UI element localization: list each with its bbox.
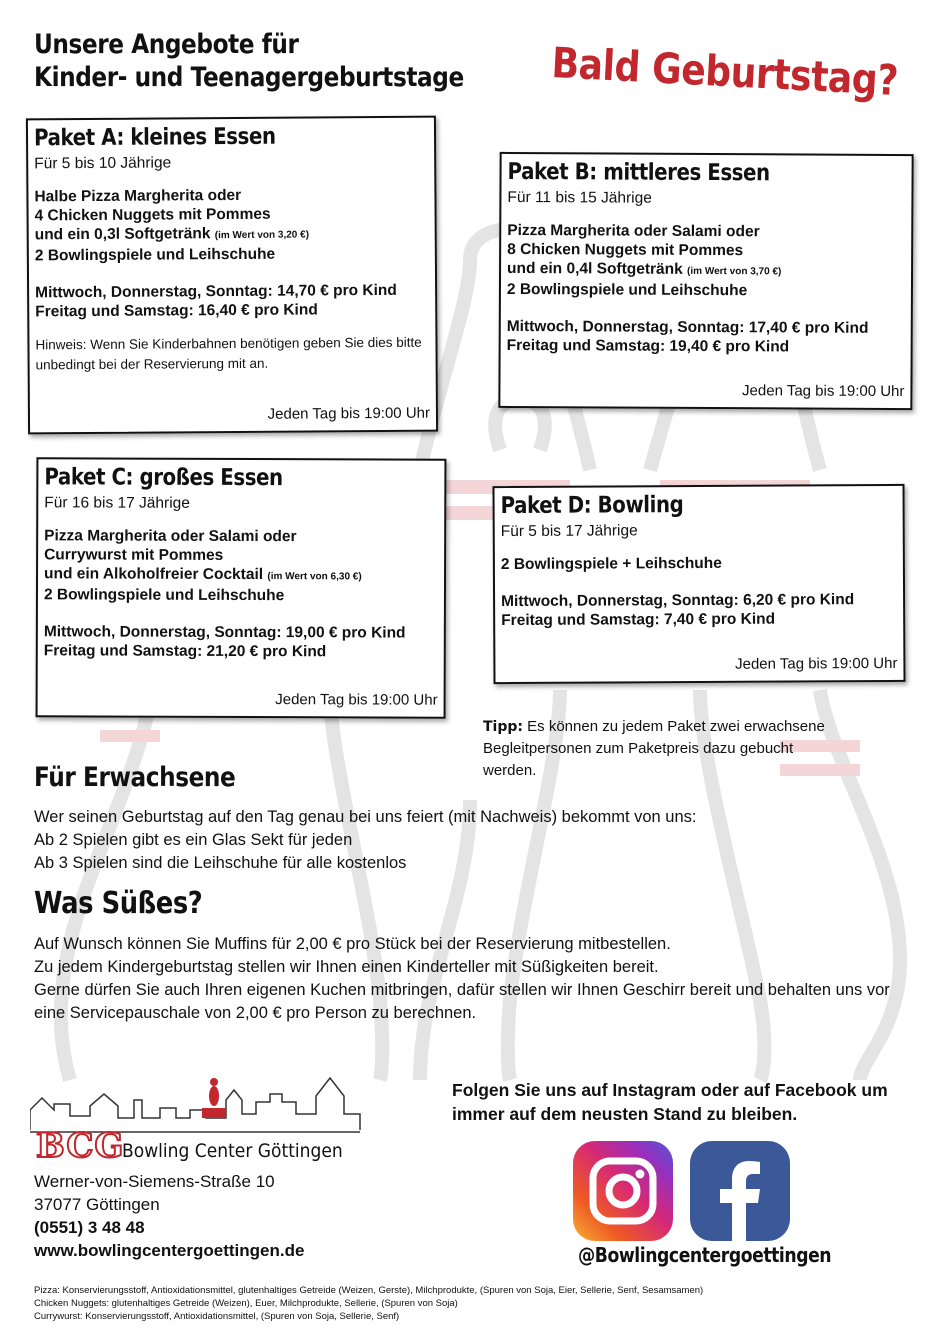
package-prices: Mittwoch, Donnerstag, Sonntag: 14,70 € pro Kind Freitag und Samstag: 16,40 € pro Kind <box>35 281 397 321</box>
contact-address <box>34 1170 304 1262</box>
package-description: Pizza Margherita oder Salami oder 8 Chicken Nuggets mit Pommes und ein 0,4l Softgetränk (im Wert von 3,70 €) 2 Bowlingspiele und Leihschuhe <box>506 221 782 300</box>
package-description: Halbe Pizza Margherita oder 4 Chicken Nuggets mit Pommes und ein 0,3l Softgetränk (im Wert von 3,20 €) 2 Bowlingspiele und Leihschuhe <box>34 186 310 265</box>
allergen-info: Pizza: Konservierungsstoff, Antioxidationsmittel, glutenhaltiges Getreide (Weizen, Gerste), Milchprodukte, (Spuren von Soja, Eier, Sellerie, Senf, Sesamsamen) Chicken Nuggets: glutenhaltiges Getreide (Weizen), Euer, Milchprodukte, Sellerie, (Spuren von Soja) Currywurst: Konservierungsstoff, Antioxidationsmittel, (Spuren von Soja, Sellerie, Senf) <box>34 1285 704 1322</box>
package-d-card <box>492 484 905 684</box>
package-age: Für 11 bis 15 Jährige <box>507 188 652 207</box>
package-time: Jeden Tag bis 19:00 Uhr <box>735 654 898 673</box>
package-time: Jeden Tag bis 19:00 Uhr <box>267 404 431 423</box>
package-prices: Mittwoch, Donnerstag, Sonntag: 6,20 € pro Kind Freitag und Samstag: 7,40 € pro Kind <box>501 591 855 630</box>
address-street: Werner-von-Siemens-Straße 10 <box>34 1172 275 1191</box>
tip-label: Tipp: <box>483 719 523 735</box>
address-city: 37077 Göttingen <box>34 1195 160 1214</box>
package-age: Für 16 bis 17 Jährige <box>44 494 190 512</box>
package-time: Jeden Tag bis 19:00 Uhr <box>275 691 438 709</box>
social-handle[interactable]: @Bowlingcentergoettingen <box>578 1243 832 1267</box>
title-line-1: Unsere Angebote für <box>34 29 299 60</box>
package-c-card <box>36 457 447 718</box>
adults-text: Wer seinen Geburtstag auf den Tag genau bei uns feiert (mit Nachweis) bekommt von uns: Ab 2 Spielen gibt es ein Glas Sekt für jeden Ab 3 Spielen sind die Leihschuhe für alle kostenlos <box>34 808 697 872</box>
package-title: Paket A: kleines Essen <box>33 123 276 152</box>
website-link[interactable]: www.bowlingcentergoettingen.de <box>34 1241 305 1260</box>
logo-abbreviation: BCG <box>36 1126 125 1166</box>
package-time: Jeden Tag bis 19:00 Uhr <box>742 382 905 401</box>
package-age: Für 5 bis 10 Jährige <box>34 154 172 173</box>
bcg-logo <box>30 1070 370 1170</box>
facebook-icon[interactable] <box>690 1141 790 1241</box>
tip-note <box>483 716 833 782</box>
social-follow-text: Folgen Sie uns auf Instagram oder auf Facebook um immer auf dem neusten Stand zu bleiben. <box>452 1080 888 1124</box>
main-title <box>34 28 534 94</box>
package-title: Paket B: mittleres Essen <box>507 158 770 187</box>
package-b-card <box>498 152 913 410</box>
package-note: Hinweis: Wenn Sie Kinderbahnen benötigen geben Sie dies bitte unbedingt bei der Reservierung mit an. <box>35 334 422 373</box>
package-title: Paket D: Bowling <box>500 492 684 520</box>
tip-text: Es können zu jedem Paket zwei erwachsene Begleitpersonen zum Paketpreis dazu gebucht werden. <box>483 718 825 779</box>
instagram-icon[interactable] <box>573 1141 673 1241</box>
sweets-text: Auf Wunsch können Sie Muffins für 2,00 € pro Stück bei der Reservierung mitbestellen. Zu jedem Kindergeburtstag stellen wir Ihnen einen Kinderteller mit Süßigkeiten bereit. Gerne dürfen Sie auch Ihren eigenen Kuchen mitbringen, dafür stellen wir Ihnen Geschirr bereit und behalten uns vor eine Servicepauschale von 2,00 € pro Person zu berechnen. <box>34 935 890 1022</box>
package-title: Paket C: großes Essen <box>44 464 283 492</box>
sweets-heading: Was Süßes? <box>34 886 203 921</box>
adults-heading: Für Erwachsene <box>34 762 236 793</box>
package-age: Für 5 bis 17 Jährige <box>500 522 638 541</box>
package-prices: Mittwoch, Donnerstag, Sonntag: 19,00 € pro Kind Freitag und Samstag: 21,20 € pro Kind <box>43 623 406 661</box>
package-description: Pizza Margherita oder Salami oder Currywurst mit Pommes und ein Alkoholfreier Cocktail (im Wert von 6,30 €) 2 Bowlingspiele und Leihschuhe <box>43 527 362 605</box>
package-description: 2 Bowlingspiele + Leihschuhe <box>500 554 722 574</box>
package-prices: Mittwoch, Donnerstag, Sonntag: 17,40 € pro Kind Freitag und Samstag: 19,40 € pro Kind <box>506 317 869 356</box>
phone-number[interactable]: (0551) 3 48 48 <box>34 1218 145 1237</box>
logo-name: Bowling Center Göttingen <box>122 1140 343 1162</box>
birthday-heading: Bald Geburtstag? <box>550 38 900 106</box>
package-a-card <box>26 116 438 435</box>
title-line-2: Kinder- und Teenagergeburtstage <box>34 62 464 93</box>
